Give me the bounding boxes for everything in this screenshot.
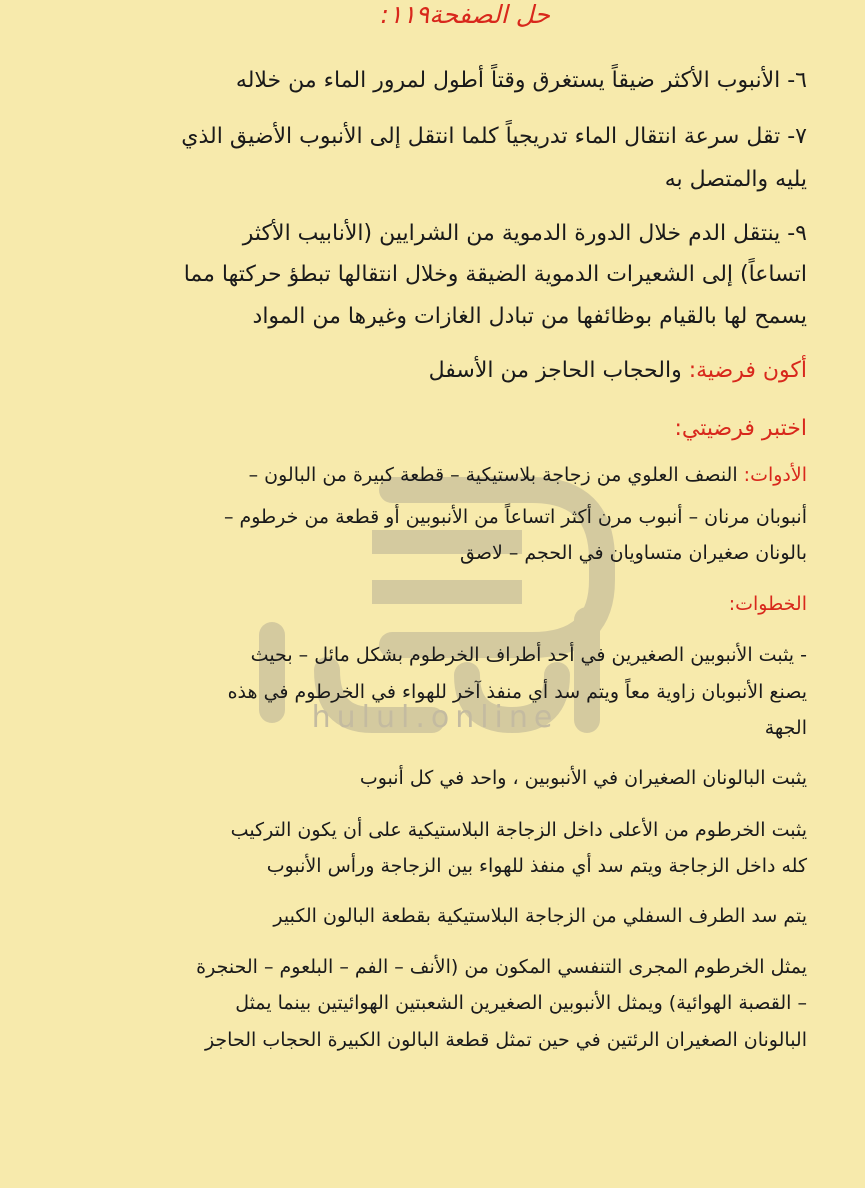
step-1-line-2: يصنع الأنبوبان زاوية معاً ويتم سد أي منفذ آخر للهواء في الخرطوم في هذه xyxy=(227,681,807,703)
page-title: حل الصفحة١١٩: xyxy=(380,0,550,29)
answer-9-line-3: يسمح لها بالقيام بوظائفها من تبادل الغازات وغيرها من المواد xyxy=(252,304,807,329)
watermark-text: hulul.online xyxy=(311,700,559,735)
answer-7-line-1: ٧- تقل سرعة انتقال الماء تدريجياً كلما انتقل إلى الأنبوب الأضيق الذي xyxy=(181,124,807,149)
hypothesis-label: أكون فرضية: xyxy=(688,358,807,383)
step-1-line-1: - يثبت الأنبوبين الصغيرين في أحد أطراف الخرطوم بشكل مائل – بحيث xyxy=(250,644,807,666)
tools-label: الأدوات: xyxy=(743,464,807,486)
step-3-line-1: يثبت الخرطوم من الأعلى داخل الزجاجة البلاستيكية على أن يكون التركيب xyxy=(230,819,807,841)
tools-text-1: النصف العلوي من زجاجة بلاستيكية – قطعة كبيرة من البالون – xyxy=(248,464,744,486)
step-5-line-2: – القصبة الهوائية) ويمثل الأنبوبين الصغيرين الشعبتين الهوائيتين بينما يمثل xyxy=(235,992,807,1014)
step-5-line-1: يمثل الخرطوم المجرى التنفسي المكون من (الأنف – الفم – البلعوم – الحنجرة xyxy=(196,956,807,978)
tools-line-1 xyxy=(55,460,807,490)
tools-line-2: أنبوبان مرنان – أنبوب مرن أكثر اتساعاً من الأنبوبين أو قطعة من خرطوم – xyxy=(223,506,807,528)
step-2: يثبت البالونان الصغيران في الأنبوبين ، واحد في كل أنبوب xyxy=(359,767,807,789)
test-hypothesis-heading: اختبر فرضيتي: xyxy=(674,416,807,441)
answer-7-line-2: يليه والمتصل به xyxy=(664,167,807,192)
tools-line-3: بالونان صغيران متساويان في الحجم – لاصق xyxy=(459,542,807,564)
step-1-line-3: الجهة xyxy=(764,717,807,739)
answer-6: ٦- الأنبوب الأكثر ضيقاً يستغرق وقتاً أطول لمرور الماء من خلاله xyxy=(235,68,807,93)
step-4: يتم سد الطرف السفلي من الزجاجة البلاستيكية بقطعة البالون الكبير xyxy=(273,905,807,927)
hypothesis-text: والحجاب الحاجز من الأسفل xyxy=(428,358,689,383)
step-3-line-2: كله داخل الزجاجة ويتم سد أي منفذ للهواء بين الزجاجة ورأس الأنبوب xyxy=(266,855,807,877)
steps-heading: الخطوات: xyxy=(728,593,807,615)
answer-9-line-2: اتساعاً) إلى الشعيرات الدموية الضيقة وخلال انتقالها تبطؤ حركتها مما xyxy=(183,262,807,287)
hypothesis-line xyxy=(55,351,807,391)
step-5-line-3: البالونان الصغيران الرئتين في حين تمثل قطعة البالون الكبيرة الحجاب الحاجز xyxy=(204,1029,807,1051)
answer-9-line-1: ٩- ينتقل الدم خلال الدورة الدموية من الشرايين (الأنابيب الأكثر xyxy=(242,221,807,246)
